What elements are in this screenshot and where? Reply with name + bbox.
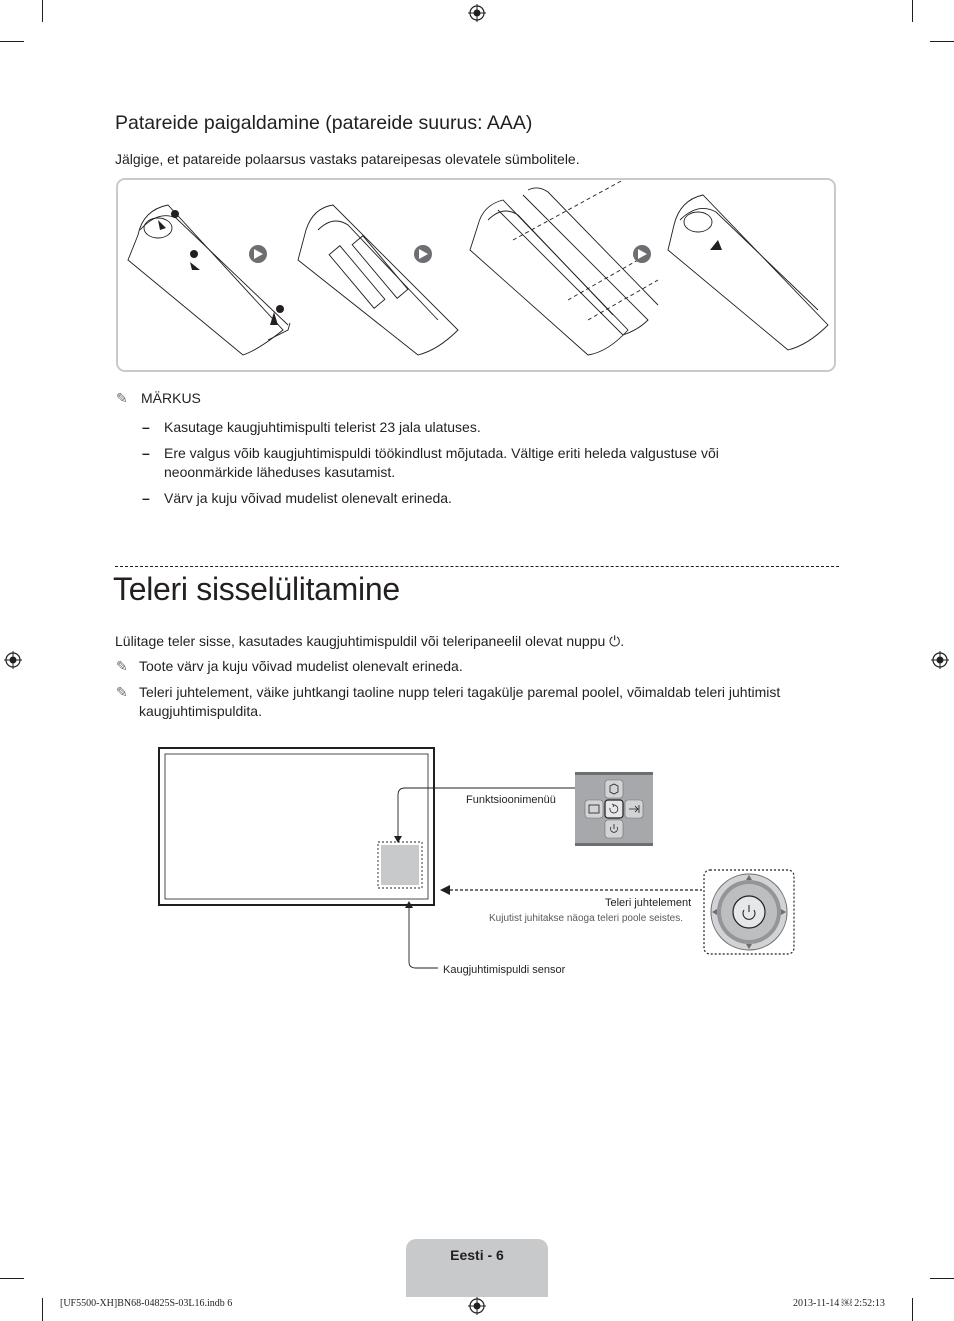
note-pencil-icon: ✎ [116, 684, 128, 700]
registration-mark-icon [468, 4, 486, 22]
print-timestamp: 2013-11-14 ￼ 2:52:13 [793, 1298, 885, 1309]
note-pencil-icon: ✎ [116, 658, 128, 674]
note-pencil-icon: ✎ [116, 390, 128, 406]
list-item: – Värv ja kuju võivad mudelist olenevalt erineda. [142, 490, 452, 506]
crop-mark [0, 1278, 24, 1279]
page-number: Eesti - 6 [450, 1247, 504, 1263]
controller-zone [381, 845, 419, 885]
tv-control-diagram [150, 740, 810, 990]
controller-label: Teleri juhtelement [605, 897, 692, 909]
registration-mark-icon [468, 1297, 486, 1315]
registration-mark-icon [931, 651, 949, 669]
crop-mark [42, 0, 43, 22]
crop-mark [930, 1278, 954, 1279]
power-note-1: Toote värv ja kuju võivad mudelist olenevalt erineda. [139, 658, 463, 674]
registration-mark-icon [4, 651, 22, 669]
power-intro-text: Lülitage teler sisse, kasutades kaugjuhtimispuldil või teleripaneelil olevat nuppu ⏻. [115, 633, 625, 649]
note-list [142, 418, 792, 515]
note-label: MÄRKUS [141, 390, 201, 406]
controller-sub-label: Kujutist juhitakse näoga teleri poole seistes. [489, 913, 684, 924]
menu-cube-icon [605, 780, 623, 798]
function-menu-label: Funktsioonimenüü [466, 794, 556, 806]
crop-mark [930, 41, 954, 42]
print-file-info: [UF5500-XH]BN68-04825S-03L16.indb 6 [60, 1298, 233, 1309]
section-heading: Patareide paigaldamine (patareide suurus: AAA) [115, 112, 533, 134]
crop-mark [912, 1298, 913, 1321]
power-note-2: Teleri juhtelement, väike juhtkangi taoline nupp teleri tagakülje paremal poolel, võimaldab teleri juhtimist kaugjuhtimispuldita. [139, 684, 781, 719]
battery-intro-text: Jälgige, et patareide polaarsus vastaks patareipesas olevatele sümbolitele. [115, 151, 580, 167]
battery-installation-illustration [116, 178, 836, 372]
crop-mark [42, 1298, 43, 1321]
list-item: – Ere valgus võib kaugjuhtimispuldi töökindlust mõjutada. Vältige eriti heleda valgustuse või neoonmärkide läheduses kasutamist. [142, 445, 719, 480]
sensor-label: Kaugjuhtimispuldi sensor [443, 964, 566, 976]
return-icon [605, 800, 623, 818]
section-divider [115, 566, 839, 567]
page-title: Teleri sisselülitamine [113, 571, 400, 607]
sensor-leader [409, 902, 438, 968]
channel-list-icon [585, 800, 603, 818]
crop-mark [912, 0, 913, 22]
crop-mark [0, 41, 24, 42]
list-item: – Kasutage kaugjuhtimispulti telerist 23 jala ulatuses. [142, 419, 481, 435]
